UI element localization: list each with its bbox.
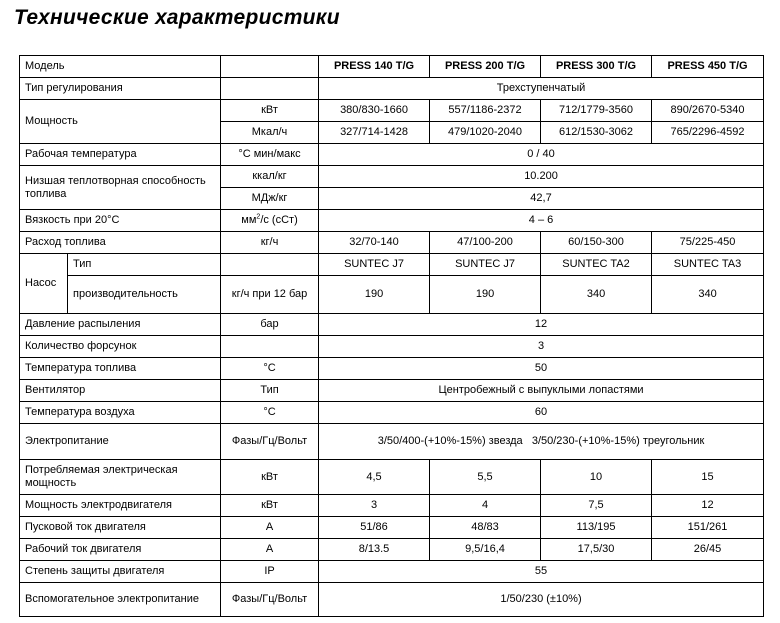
value-cell: 4 – 6 (319, 210, 764, 232)
table-row (20, 166, 764, 188)
value-cell: 75/225-450 (652, 232, 764, 254)
row-label: Вспомогательное электропитание (20, 583, 221, 617)
unit-cell: А (221, 517, 319, 539)
table-row (20, 495, 764, 517)
value-cell: 10.200 (319, 166, 764, 188)
table-row (20, 100, 764, 122)
table-row (20, 539, 764, 561)
value-cell: Центробежный с выпуклыми лопастями (319, 380, 764, 402)
value-cell: 765/2296-4592 (652, 122, 764, 144)
unit-cell: кВт (221, 100, 319, 122)
value-cell: 1/50/230 (±10%) (319, 583, 764, 617)
unit-cell: кВт (221, 495, 319, 517)
row-label: Насос (20, 254, 68, 314)
value-cell: 51/86 (319, 517, 430, 539)
row-label: Давление распыления (20, 314, 221, 336)
unit-cell: кг/ч (221, 232, 319, 254)
value-cell: 712/1779-3560 (541, 100, 652, 122)
row-label: Количество форсунок (20, 336, 221, 358)
row-label: Вязкость при 20°С (20, 210, 221, 232)
unit-main: мм (241, 214, 257, 226)
unit-cell: °С мин/макс (221, 144, 319, 166)
model-450: PRESS 450 T/G (652, 56, 764, 78)
row-label: Температура воздуха (20, 402, 221, 424)
value-cell: 380/830-1660 (319, 100, 430, 122)
value-cell: 8/13.5 (319, 539, 430, 561)
table-row (20, 583, 764, 617)
value-cell: SUNTEC TA3 (652, 254, 764, 276)
value-cell: 479/1020-2040 (430, 122, 541, 144)
table-row (20, 561, 764, 583)
row-label: Мощность электродвигателя (20, 495, 221, 517)
unit-sup: 2 (256, 213, 261, 221)
row-label: Тип регулирования (20, 78, 221, 100)
value-cell: 151/261 (652, 517, 764, 539)
unit-cell: Фазы/Гц/Вольт (221, 583, 319, 617)
unit-cell (221, 254, 319, 276)
unit-cell: °С (221, 402, 319, 424)
value-cell: SUNTEC J7 (319, 254, 430, 276)
supply-delta: 3/50/230-(+10%-15%) треугольник (531, 435, 705, 447)
value-cell: 60 (319, 402, 764, 424)
row-label: Пусковой ток двигателя (20, 517, 221, 539)
table-row (20, 402, 764, 424)
spec-table (19, 55, 764, 617)
row-label: Электропитание (20, 424, 221, 460)
unit-cell: IP (221, 561, 319, 583)
value-cell: 4,5 (319, 460, 430, 495)
value-cell: 10 (541, 460, 652, 495)
value-cell: 3 (319, 495, 430, 517)
row-label: Рабочая температура (20, 144, 221, 166)
value-cell: 60/150-300 (541, 232, 652, 254)
table-row (20, 210, 764, 232)
table-row (20, 144, 764, 166)
unit-cell (221, 336, 319, 358)
unit-cell: кВт (221, 460, 319, 495)
unit-cell: Фазы/Гц/Вольт (221, 424, 319, 460)
unit-cell: Тип (221, 380, 319, 402)
value-cell: 557/1186-2372 (430, 100, 541, 122)
unit-cell: бар (221, 314, 319, 336)
page-title: Технические характеристики (14, 6, 340, 29)
value-cell: 190 (319, 276, 430, 314)
value-cell: 48/83 (430, 517, 541, 539)
value-cell: 50 (319, 358, 764, 380)
value-cell: 7,5 (541, 495, 652, 517)
row-label: Степень защиты двигателя (20, 561, 221, 583)
value-cell: 12 (652, 495, 764, 517)
value-cell: 55 (319, 561, 764, 583)
model-300: PRESS 300 T/G (541, 56, 652, 78)
unit-cell: МДж/кг (221, 188, 319, 210)
unit-cell: ккал/кг (221, 166, 319, 188)
value-cell: 42,7 (319, 188, 764, 210)
value-cell: 47/100-200 (430, 232, 541, 254)
table-row (20, 517, 764, 539)
table-row (20, 78, 764, 100)
value-cell: 9,5/16,4 (430, 539, 541, 561)
value-cell (319, 424, 764, 460)
value-cell: 32/70-140 (319, 232, 430, 254)
row-label: Потребляемая электрическая мощность (20, 460, 221, 495)
value-cell: 340 (541, 276, 652, 314)
value-cell: 12 (319, 314, 764, 336)
value-cell: SUNTEC TA2 (541, 254, 652, 276)
table-row (20, 314, 764, 336)
value-cell: 3 (319, 336, 764, 358)
unit-cell: Мкал/ч (221, 122, 319, 144)
value-cell: 890/2670-5340 (652, 100, 764, 122)
row-label: Вентилятор (20, 380, 221, 402)
header-unit-cell (221, 56, 319, 78)
table-row (20, 276, 764, 314)
header-label: Модель (20, 56, 221, 78)
value-cell: 4 (430, 495, 541, 517)
table-row (20, 358, 764, 380)
value-cell: 190 (430, 276, 541, 314)
unit-rest: /с (сСт) (260, 214, 298, 226)
table-row-header (20, 56, 764, 78)
value-cell: 26/45 (652, 539, 764, 561)
row-label: Температура топлива (20, 358, 221, 380)
unit-cell: кг/ч при 12 бар (221, 276, 319, 314)
value-cell: 113/195 (541, 517, 652, 539)
supply-star: 3/50/400-(+10%-15%) звезда (377, 435, 523, 447)
unit-cell: А (221, 539, 319, 561)
value-cell: 612/1530-3062 (541, 122, 652, 144)
value-cell: Трехступенчатый (319, 78, 764, 100)
unit-cell: °С (221, 358, 319, 380)
table-row (20, 336, 764, 358)
unit-cell (221, 78, 319, 100)
row-label: Рабочий ток двигателя (20, 539, 221, 561)
model-140: PRESS 140 T/G (319, 56, 430, 78)
model-200: PRESS 200 T/G (430, 56, 541, 78)
table-row (20, 424, 764, 460)
table-row (20, 380, 764, 402)
row-label: Мощность (20, 100, 221, 144)
unit-cell (221, 210, 319, 232)
table-row (20, 254, 764, 276)
row-label: Низшая теплотворная способность топлива (20, 166, 221, 210)
value-cell: 0 / 40 (319, 144, 764, 166)
value-cell: 340 (652, 276, 764, 314)
sub-label: производительность (68, 276, 221, 314)
value-cell: SUNTEC J7 (430, 254, 541, 276)
sub-label: Тип (68, 254, 221, 276)
table-row (20, 460, 764, 495)
value-cell: 5,5 (430, 460, 541, 495)
value-cell: 17,5/30 (541, 539, 652, 561)
row-label: Расход топлива (20, 232, 221, 254)
value-cell: 327/714-1428 (319, 122, 430, 144)
value-cell: 15 (652, 460, 764, 495)
table-row (20, 232, 764, 254)
